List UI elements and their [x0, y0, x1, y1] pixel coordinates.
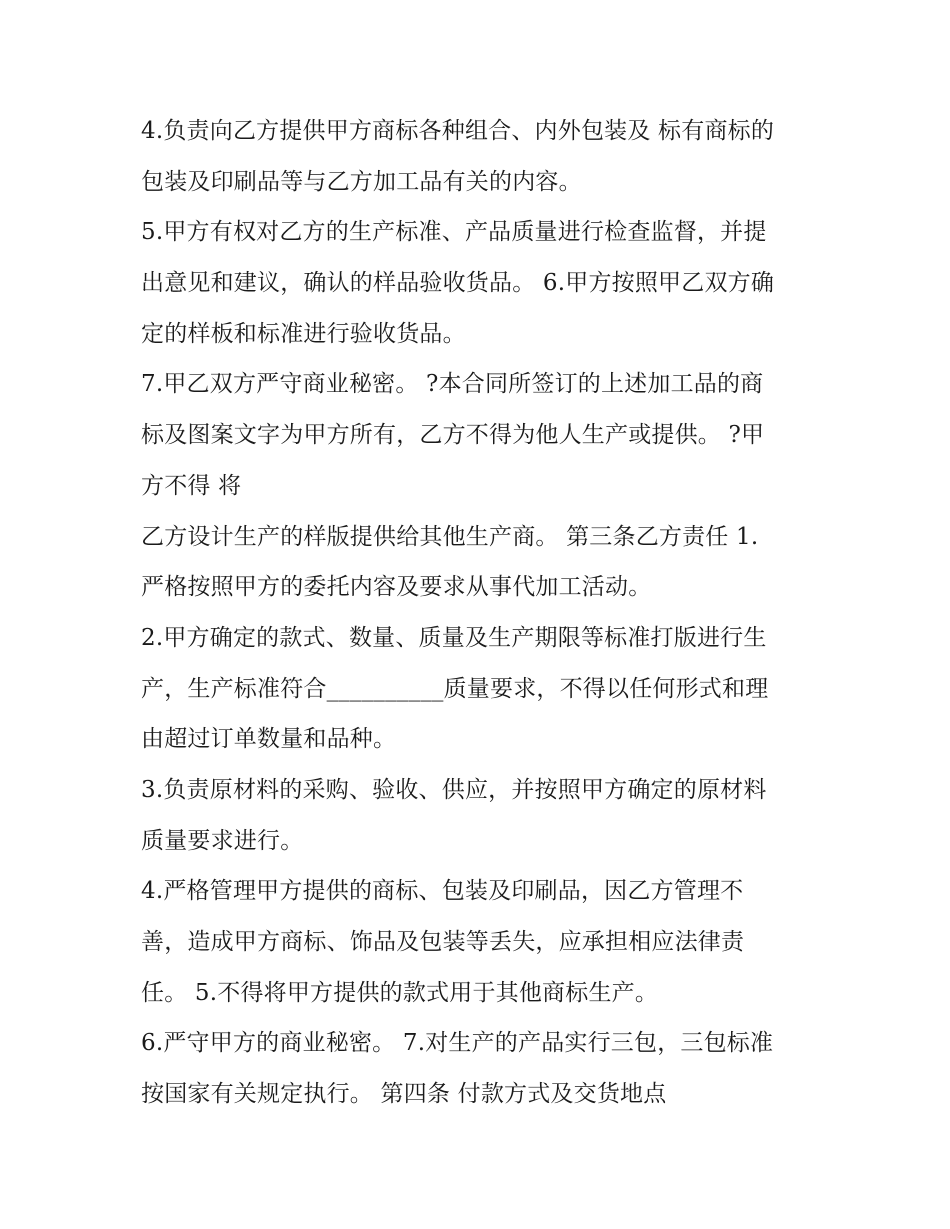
text-line-11: 2.甲方确定的款式、数量、质量及生产期限等标准打版进行生 — [141, 624, 767, 651]
text-line-17: 善，造成甲方商标、饰品及包装等丢失，应承担相应法律责 — [141, 929, 745, 955]
text-line-14: 3.负责原材料的采购、验收、供应，并按照甲方确定的原材料 — [141, 776, 767, 803]
text-line-1: 4.负责向乙方提供甲方商标各种组合、内外包装及 标有商标的 — [141, 118, 775, 144]
text-line-13: 由超过订单数量和品种。 — [141, 726, 397, 753]
text-line-8: 方不得 将 — [141, 472, 242, 499]
text-line-15: 质量要求进行。 — [141, 827, 304, 854]
text-line-2: 包装及印刷品等与乙方加工品有关的内容。 — [141, 168, 582, 195]
text-line-4: 出意见和建议，确认的样品验收货品。 6.甲方按照甲乙双方确 — [141, 270, 775, 297]
text-line-10: 严格按照甲方的委托内容及要求从事代加工活动。 — [141, 574, 652, 601]
text-line-12: 产，生产标准符合__________质量要求，不得以任何形式和理 — [141, 675, 769, 702]
text-line-9: 乙方设计生产的样版提供给其他生产商。 第三条乙方责任 1. — [141, 523, 759, 550]
text-line-19: 6.严守甲方的商业秘密。 7.对生产的产品实行三包，三包标准 — [141, 1030, 774, 1057]
text-line-20: 按国家有关规定执行。 第四条 付款方式及交货地点 — [141, 1081, 667, 1108]
text-line-3: 5.甲方有权对乙方的生产标准、产品质量进行检查监督，并提 — [141, 219, 767, 246]
text-line-16: 4.严格管理甲方提供的商标、包装及印刷品，因乙方管理不 — [141, 878, 744, 905]
contract-text-block — [141, 106, 821, 1120]
text-line-7: 标及图案文字为甲方所有，乙方不得为他人生产或提供。 ?甲 — [141, 422, 765, 449]
text-line-5: 定的样板和标准进行验收货品。 — [141, 320, 466, 347]
text-line-6: 7.甲乙双方严守商业秘密。 ?本合同所签订的上述加工品的商 — [141, 371, 764, 398]
text-line-18: 任。 5.不得将甲方提供的款式用于其他商标生产。 — [141, 979, 659, 1006]
